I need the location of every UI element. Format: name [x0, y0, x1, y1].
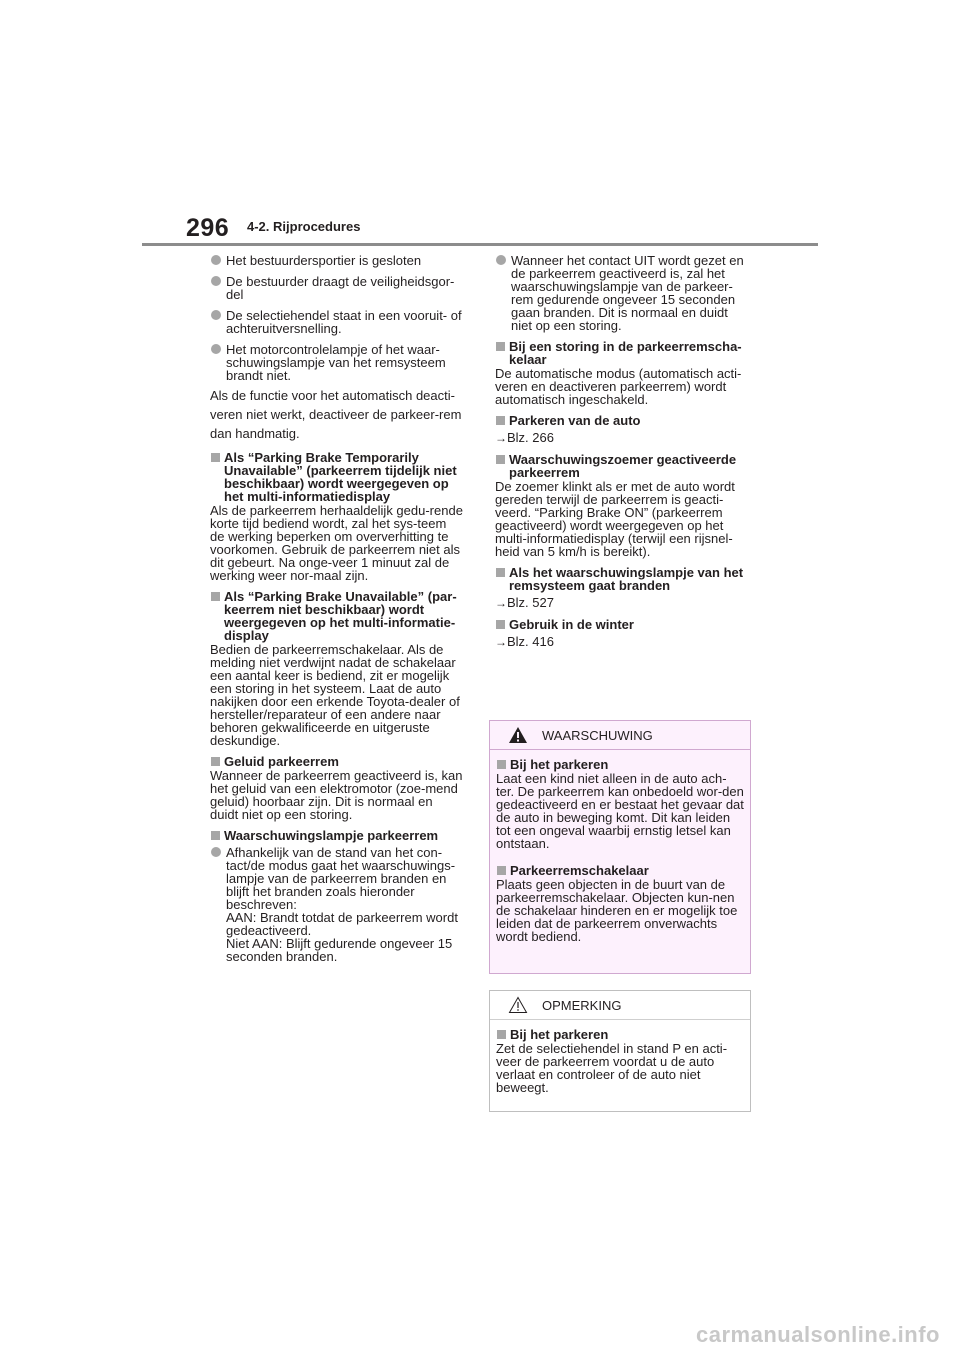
bullet-icon	[496, 255, 506, 265]
subheading: Bij een storing in de parkeerremscha-kelaar	[495, 340, 749, 366]
list-item: Afhankelijk van de stand van het con-tact/de modus gaat het waarschuwings-lampje van de parkeerrem branden en blijft het branden zoals hieronder beschreven: AAN: Brandt totdat de parkeerrem wordt gedeactiveerd. Niet AAN: Blijft gedurende ongeveer 15 seconden branden.	[210, 846, 464, 963]
caution-icon	[508, 996, 528, 1014]
paragraph: Als de functie voor het automatisch deacti-veren niet werkt, deactiveer de parkeer-rem dan handmatig.	[210, 388, 462, 441]
square-bullet-icon	[497, 866, 506, 875]
note-title: OPMERKING	[542, 998, 622, 1013]
page-header	[0, 0, 960, 250]
subheading: Waarschuwingslampje parkeerrem	[210, 829, 464, 842]
subheading: Als “Parking Brake Unavailable” (par-keerrem niet beschikbaar) wordt weergegeven op het multi-informatie-display	[210, 590, 464, 642]
warning-title: WAARSCHUWING	[542, 728, 653, 743]
list-item: Het bestuurdersportier is gesloten	[210, 254, 464, 267]
paragraph: De automatische modus (automatisch acti-veren en deactiveren parkeerrem) wordt automatisch ingeschakeld.	[495, 366, 742, 407]
square-bullet-icon	[211, 831, 220, 840]
arrow-icon: →	[495, 431, 507, 445]
square-bullet-icon	[211, 453, 220, 462]
header-divider	[142, 243, 818, 246]
note-box	[489, 990, 751, 1112]
watermark: carmanualsonline.info	[696, 1322, 940, 1347]
subheading: Als het waarschuwingslampje van het remsysteem gaat branden	[495, 566, 749, 592]
paragraph: Zet de selectiehendel in stand P en acti-veer de parkeerrem voordat u de auto verlaat en controleer of de auto niet beweegt.	[496, 1041, 728, 1095]
list-item: Wanneer het contact UIT wordt gezet en de parkeerrem geactiveerd is, zal het waarschuwingslampje van de parkeer-rem gedurende ongeveer 15 seconden gaan branden. Dit is normaal en duidt niet op een storing.	[495, 254, 749, 332]
arrow-icon: →	[495, 635, 507, 649]
list-item: De bestuurder draagt de veiligheidsgor-del	[210, 275, 464, 301]
square-bullet-icon	[496, 416, 505, 425]
square-bullet-icon	[211, 592, 220, 601]
subheading: Parkeren van de auto	[495, 414, 749, 427]
note-body	[490, 1020, 750, 1094]
list-item: De selectiehendel staat in een vooruit- of achteruitversnelling.	[210, 309, 464, 335]
paragraph: De zoemer klinkt als er met de auto wordt gereden terwijl de parkeerrem is geacti-veerd. “Parking Brake ON” (parkeerrem geactiveerd) wordt weergegeven op het multi-informatiedisplay (terwijl een rijsnel-heid van 5 km/h is bereikt).	[495, 479, 735, 559]
subheading: Geluid parkeerrem	[210, 755, 464, 768]
square-bullet-icon	[496, 568, 505, 577]
paragraph: Laat een kind niet alleen in de auto ach-ter. De parkeerrem kan onbedoeld wor-den gedeactiveerd en er bestaat het gevaar dat de auto in beweging komt. Dit kan leiden tot een ongeval waarbij ernstig letsel kan ontstaan.	[496, 771, 744, 851]
paragraph: Plaats geen objecten in de buurt van de parkeerremschakelaar. Objecten kun-nen de schakelaar hinderen en er mogelijk toe leiden dat de parkeerrem onverwachts wordt bediend.	[496, 877, 738, 944]
square-bullet-icon	[211, 757, 220, 766]
bullet-icon	[211, 255, 221, 265]
section-title: 4-2. Rijprocedures	[247, 219, 361, 234]
square-bullet-icon	[496, 620, 505, 629]
right-column	[495, 254, 749, 657]
bullet-icon	[211, 344, 221, 354]
list-item: Het motorcontrolelampje of het waar-schuwingslampje van het remsysteem brandt niet.	[210, 343, 464, 382]
square-bullet-icon	[497, 760, 506, 769]
subheading: Waarschuwingszoemer geactiveerde parkeerrem	[495, 453, 749, 479]
paragraph: Wanneer de parkeerrem geactiveerd is, kan het geluid van een elektromotor (zoe-mend geluid) hoorbaar zijn. Dit is normaal en duidt niet op een storing.	[210, 768, 463, 822]
arrow-icon: →	[495, 596, 507, 610]
subheading: Parkeerremschakelaar	[496, 864, 744, 877]
paragraph: Als de parkeerrem herhaaldelijk gedu-rende korte tijd bediend wordt, zal het sys-teem de werking beperken om oververhitting te voorkomen. Gebruik de parkeerrem niet als dit gebeurt. Na onge-veer 1 minuut zal de werking weer nor-maal zijn.	[210, 503, 463, 583]
subheading: Gebruik in de winter	[495, 618, 749, 631]
subheading: Bij het parkeren	[496, 1028, 744, 1041]
warning-box	[489, 720, 751, 974]
bullet-icon	[211, 847, 221, 857]
square-bullet-icon	[496, 455, 505, 464]
bullet-icon	[211, 310, 221, 320]
bullet-icon	[211, 276, 221, 286]
warning-icon	[508, 726, 528, 744]
square-bullet-icon	[497, 1030, 506, 1039]
subheading: Bij het parkeren	[496, 758, 744, 771]
page-reference: →Blz. 416	[495, 634, 554, 649]
warning-header	[490, 721, 750, 750]
page-reference: →Blz. 266	[495, 430, 554, 445]
warning-body	[490, 750, 750, 943]
left-column	[210, 254, 464, 971]
paragraph: Bedien de parkeerremschakelaar. Als de melding niet verdwijnt nadat de schakelaar een aantal keer is bediend, zit er mogelijk een storing in het systeem. Laat de auto nakijken door een erkende Toyota-dealer of hersteller/reparateur of een andere naar behoren gekwalificeerde en uitgeruste deskundige.	[210, 642, 460, 748]
page-reference: →Blz. 527	[495, 595, 554, 610]
subheading: Als “Parking Brake Temporarily Unavailable” (parkeerrem tijdelijk niet beschikbaar) wordt weergegeven op het multi-informatiedisplay	[210, 451, 464, 503]
square-bullet-icon	[496, 342, 505, 351]
page-number: 296	[186, 214, 230, 242]
note-header	[490, 991, 750, 1020]
